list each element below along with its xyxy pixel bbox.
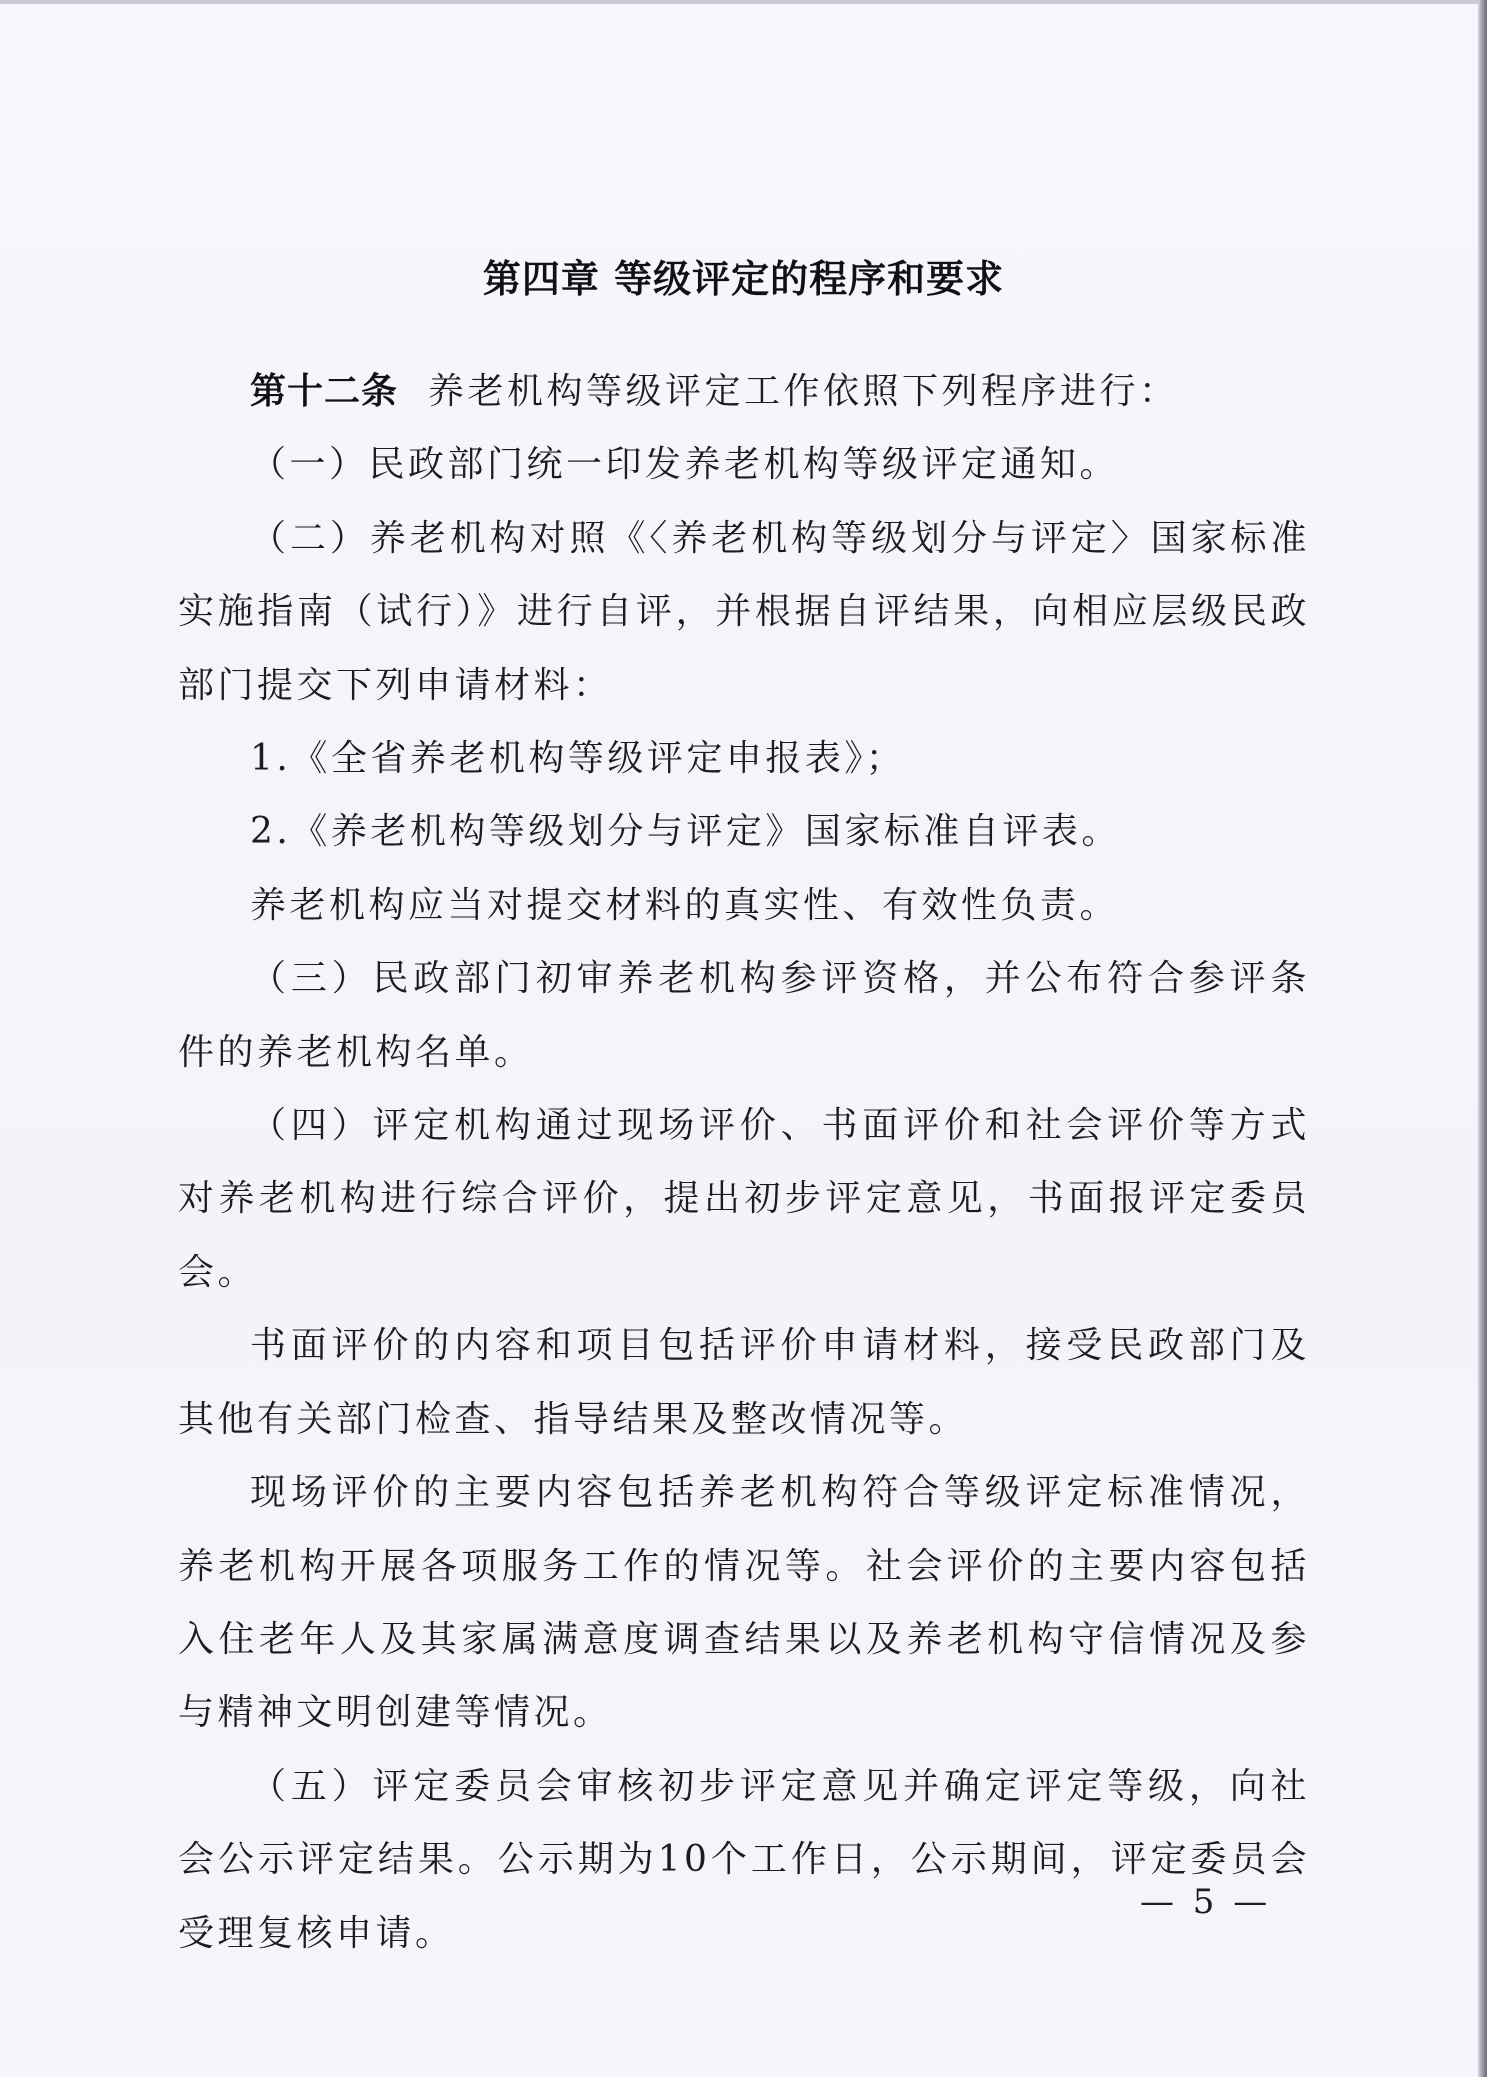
scan-top-edge xyxy=(0,0,1487,4)
chapter-title: 第四章 等级评定的程序和要求 xyxy=(482,257,1005,301)
paragraph: 书面评价的内容和项目包括评价申请材料，接受民政部门及其他有关部门检查、指导结果及整改情况等。 xyxy=(178,1325,1310,1440)
paragraph: （四）评定机构通过现场评价、书面评价和社会评价等方式对养老机构进行综合评价，提出初步评定意见，书面报评定委员会。 xyxy=(178,1105,1310,1293)
paragraph: 养老机构应当对提交材料的真实性、有效性负责。 xyxy=(250,884,1120,926)
paragraph: （一）民政部门统一印发养老机构等级评定通知。 xyxy=(250,444,1120,486)
paragraph: （五）评定委员会审核初步评定意见并确定评定等级，向社会公示评定结果。公示期为10个工作日，公示期间，评定委员会受理复核申请。 xyxy=(178,1765,1310,1954)
paragraph: （二）养老机构对照《〈养老机构等级划分与评定〉国家标准实施指南（试行）》进行自评，并根据自评结果，向相应层级民政部门提交下列申请材料： xyxy=(178,517,1310,706)
page-number: — 5 — xyxy=(1140,1882,1272,1922)
article-paragraph xyxy=(178,355,1310,428)
paragraph: （三）民政部门初审养老机构参评资格，并公布符合参评条件的养老机构名单。 xyxy=(178,958,1310,1073)
paragraph: 1.《全省养老机构等级评定申报表》； xyxy=(250,738,906,780)
paragraph: 现场评价的主要内容包括养老机构符合等级评定标准情况，养老机构开展各项服务工作的情况等。社会评价的主要内容包括入住老年人及其家属满意度调查结果以及养老机构守信情况及参与精神文明创建等情况。 xyxy=(178,1472,1310,1734)
document-body xyxy=(178,355,1310,1970)
paragraph: 2.《养老机构等级划分与评定》国家标准自评表。 xyxy=(250,811,1121,853)
article-intro: 养老机构等级评定工作依照下列程序进行： xyxy=(428,371,1179,412)
article-heading: 第十二条 xyxy=(250,371,399,412)
scan-right-edge xyxy=(1478,0,1487,2077)
